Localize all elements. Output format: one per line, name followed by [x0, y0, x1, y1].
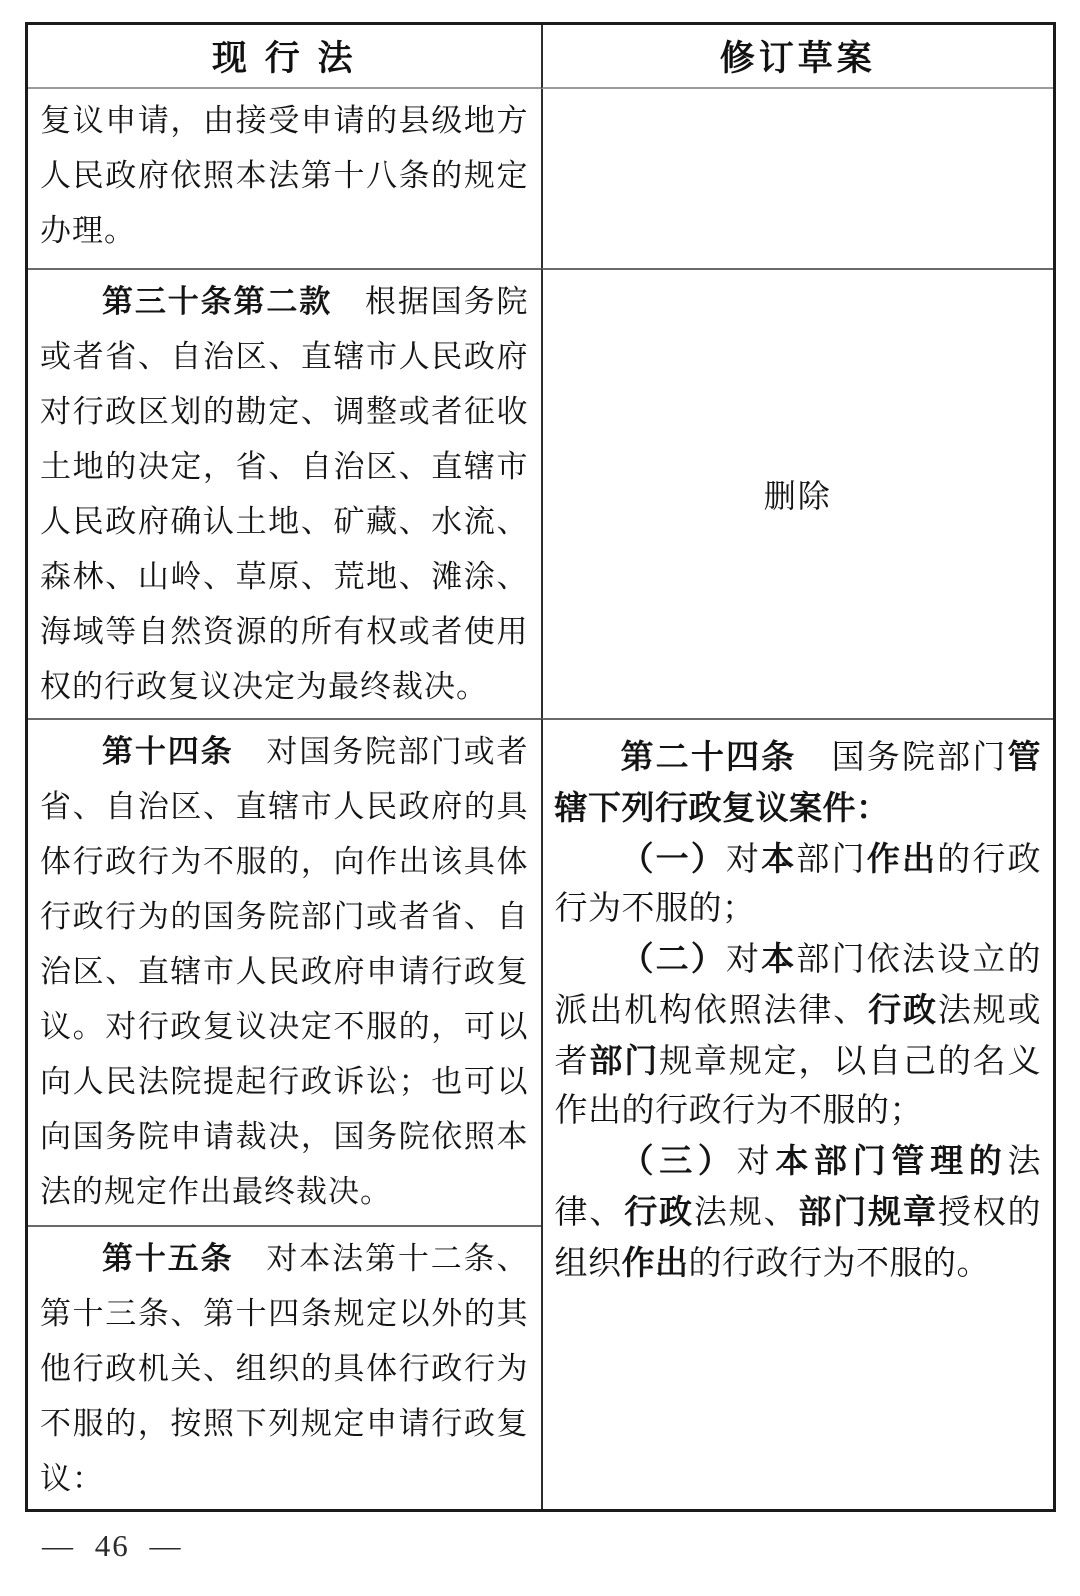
body-text: 法规、 [693, 1195, 799, 1231]
emphasized-text: 第十五条 [102, 1241, 234, 1276]
emphasized-text: 管辖下列行政复议案件： [554, 738, 1042, 826]
body-text: 删除 [763, 478, 832, 514]
column-header-current-law: 现 行 法 [28, 25, 541, 89]
body-text: 对 [726, 842, 762, 878]
emphasized-text: （三） [620, 1142, 737, 1179]
body-text: 对 [736, 1144, 776, 1180]
page-number: — 46 — [42, 1528, 183, 1563]
paragraph [555, 934, 1042, 1136]
cell-revision-deleted [541, 268, 1054, 718]
emphasized-text: 本 [761, 940, 797, 977]
body-text: 根据国务院或者省、自治区、直辖市人民政府对行政区划的勘定、调整或者征收土地的决定，省、自治区、直辖市人民政府确认土地、矿藏、水流、森林、山岭、草原、荒地、滩涂、海域等自然资源的所有权或者使用权的行政复议决定为最终裁决。 [40, 284, 529, 704]
paragraph [40, 93, 529, 258]
cell-current-law-article-14 [28, 718, 541, 1225]
emphasized-text: 本部门管理的 [775, 1142, 1008, 1179]
cell-current-law-article-30 [28, 268, 541, 718]
body-text: 法规或者 [554, 993, 1042, 1080]
comparison-table [25, 22, 1056, 1512]
body-text: 对本法第十二条、第十三条、第十四条规定以外的其他行政机关、组织的具体行政行为不服的，按照下列规定申请行政复议： [40, 1241, 529, 1496]
cell-revision-article-24 [541, 718, 1054, 1509]
emphasized-text: 本 [761, 840, 797, 877]
paragraph [555, 732, 1042, 834]
body-text: 部门 [796, 842, 867, 878]
emphasized-text: （一） [620, 840, 727, 877]
emphasized-text: 第二十四条 [620, 738, 797, 775]
body-text: 规章规定，以自己的名义作出的行政行为不服的； [554, 1044, 1042, 1129]
emphasized-text: 第三十条第二款 [102, 284, 333, 319]
emphasized-text: 作出 [866, 840, 938, 877]
cell-revision-empty [541, 89, 1054, 268]
emphasized-text: 第十四条 [102, 734, 234, 769]
body-text: 的行政行为不服的； [554, 842, 1042, 927]
emphasized-text: （二） [620, 940, 727, 977]
emphasized-text: 行政 [624, 1193, 694, 1230]
emphasized-text: 部门规章 [798, 1193, 938, 1230]
column-header-revision-draft: 修订草案 [541, 25, 1054, 89]
emphasized-text: 行政 [868, 991, 938, 1028]
body-text: 复议申请，由接受申请的县级地方人民政府依照本法第十八条的规定办理。 [40, 103, 529, 248]
emphasized-text: 部门 [589, 1042, 660, 1079]
body-text: 授权的组织 [554, 1195, 1042, 1282]
body-text: 的行政行为不服的。 [688, 1246, 990, 1282]
body-text: 对国务院部门或者省、自治区、直辖市人民政府的具体行政行为不服的，向作出该具体行政行为的国务院部门或者省、自治区、直辖市人民政府申请行政复议。对行政复议决定不服的，可以向人民法院提起行政诉讼；也可以向国务院申请裁决，国务院依照本法的规定作出最终裁决。 [40, 734, 529, 1209]
cell-current-law-continuation [28, 89, 541, 268]
body-text: 对 [726, 942, 762, 978]
paragraph [764, 471, 832, 517]
emphasized-text: 作出 [621, 1244, 689, 1281]
body-text: 法律、 [554, 1144, 1042, 1231]
paragraph [40, 724, 529, 1219]
body-text: 国务院部门 [796, 740, 1008, 776]
paragraph [40, 274, 529, 714]
cell-current-law-article-15 [28, 1225, 541, 1509]
body-text: 部门依法设立的派出机构依照法律、 [554, 942, 1042, 1029]
paragraph [555, 1136, 1042, 1289]
paragraph [555, 834, 1042, 934]
paragraph [40, 1231, 529, 1506]
